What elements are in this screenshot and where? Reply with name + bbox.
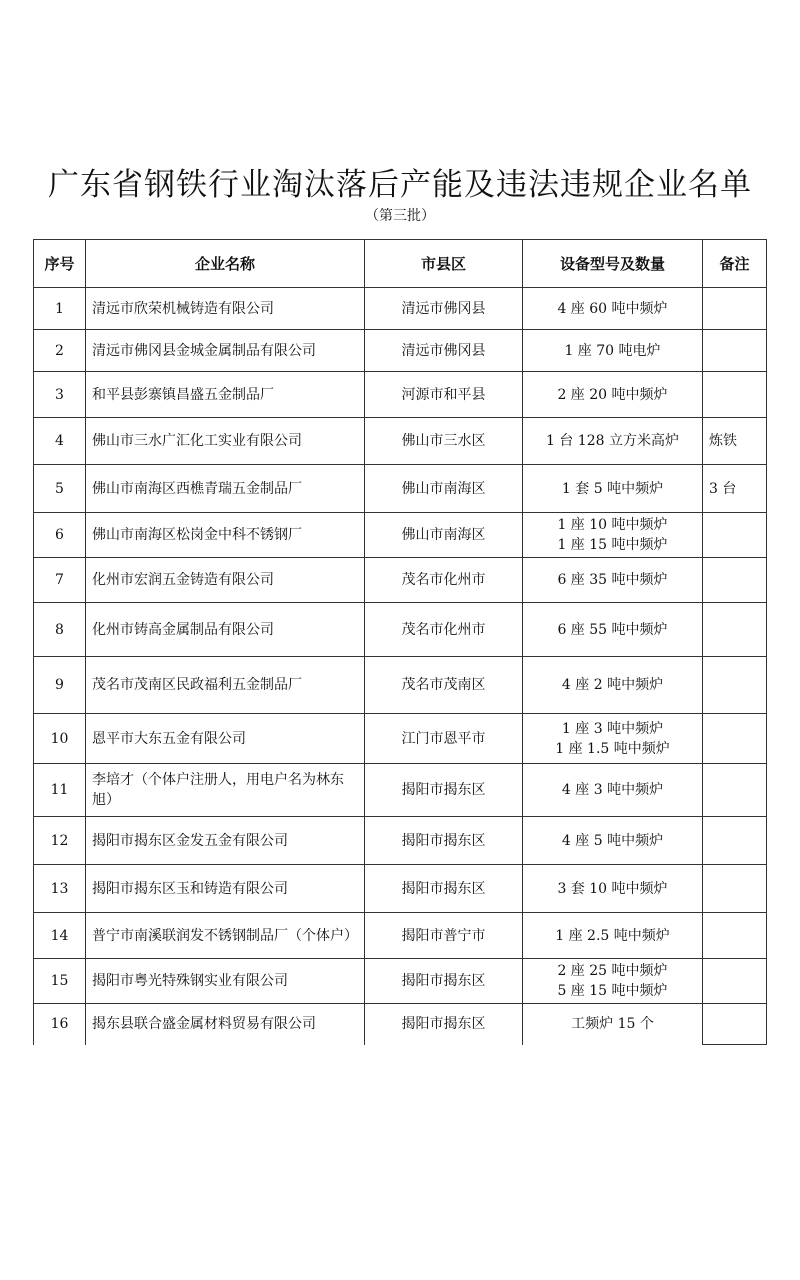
row-note <box>703 558 767 603</box>
row-note <box>703 865 767 913</box>
row-equipment <box>523 959 703 1004</box>
header-note: 备注 <box>703 240 767 288</box>
table-row <box>34 1004 767 1045</box>
equipment-line: 6 座 35 吨中频炉 <box>557 572 668 588</box>
equipment-line: 2 座 20 吨中频炉 <box>557 386 668 403</box>
equipment-line: 1 座 1.5 吨中频炉 <box>555 740 670 757</box>
header-city-county: 市县区 <box>365 240 523 288</box>
row-equipment <box>523 865 703 913</box>
table-row <box>34 603 767 657</box>
document-title: 广东省钢铁行业淘汰落后产能及违法违规企业名单 <box>48 167 752 203</box>
row-equipment <box>523 764 703 817</box>
row-equipment <box>523 513 703 558</box>
row-equipment <box>523 372 703 418</box>
row-company-name: 清远市佛冈县金城金属制品有限公司 <box>86 330 365 372</box>
header-equipment: 设备型号及数量 <box>523 240 703 288</box>
row-city-county: 清远市佛冈县 <box>365 330 523 372</box>
row-company-name: 普宁市南溪联润发不锈钢制品厂（个体户） <box>86 913 365 959</box>
row-note <box>703 330 767 372</box>
row-seq: 16 <box>34 1004 86 1045</box>
row-note <box>703 372 767 418</box>
row-seq: 13 <box>34 865 86 913</box>
row-equipment <box>523 465 703 513</box>
row-note: 3 台 <box>703 465 767 513</box>
row-city-county: 揭阳市普宁市 <box>365 913 523 959</box>
row-seq: 9 <box>34 657 86 714</box>
row-note <box>703 817 767 865</box>
row-note <box>703 288 767 330</box>
row-company-name: 化州市铸高金属制品有限公司 <box>86 603 365 657</box>
equipment-line: 1 套 5 吨中频炉 <box>561 480 664 497</box>
equipment-line: 6 座 55 吨中频炉 <box>557 621 668 638</box>
row-city-county: 河源市和平县 <box>365 372 523 418</box>
row-seq: 6 <box>34 513 86 558</box>
row-seq: 10 <box>34 714 86 764</box>
row-note <box>703 913 767 959</box>
row-seq: 11 <box>34 764 86 817</box>
row-company-name: 揭阳市粤光特殊钢实业有限公司 <box>86 959 365 1004</box>
table-row <box>34 372 767 418</box>
equipment-line: 1 台 128 立方米高炉 <box>546 433 679 449</box>
header-company-name: 企业名称 <box>86 240 365 288</box>
row-equipment <box>523 330 703 372</box>
row-company-name: 清远市欣荣机械铸造有限公司 <box>86 288 365 330</box>
row-city-county: 茂名市茂南区 <box>365 657 523 714</box>
row-company-name: 佛山市南海区西樵青瑞五金制品厂 <box>86 465 365 513</box>
row-city-county: 茂名市化州市 <box>365 603 523 657</box>
row-company-name: 佛山市三水广汇化工实业有限公司 <box>86 418 365 465</box>
table-header-row <box>34 240 767 288</box>
row-note <box>703 764 767 817</box>
row-company-name: 揭东县联合盛金属材料贸易有限公司 <box>86 1004 365 1045</box>
row-equipment <box>523 714 703 764</box>
equipment-line: 2 座 25 吨中频炉 <box>557 963 668 979</box>
row-equipment <box>523 288 703 330</box>
row-seq: 1 <box>34 288 86 330</box>
row-seq: 5 <box>34 465 86 513</box>
equipment-line: 1 座 15 吨中频炉 <box>557 537 668 553</box>
row-city-county: 清远市佛冈县 <box>365 288 523 330</box>
equipment-line: 4 座 3 吨中频炉 <box>561 782 664 798</box>
row-seq: 14 <box>34 913 86 959</box>
table-row <box>34 558 767 603</box>
row-city-county: 揭阳市揭东区 <box>365 817 523 865</box>
equipment-line: 工频炉 15 个 <box>571 1016 654 1033</box>
row-seq: 3 <box>34 372 86 418</box>
table-row <box>34 418 767 465</box>
equipment-line: 4 座 5 吨中频炉 <box>561 832 664 849</box>
row-seq: 2 <box>34 330 86 372</box>
equipment-line: 4 座 60 吨中频炉 <box>557 300 668 317</box>
row-city-county: 佛山市三水区 <box>365 418 523 465</box>
row-seq: 12 <box>34 817 86 865</box>
row-city-county: 佛山市南海区 <box>365 513 523 558</box>
table-row <box>34 714 767 764</box>
row-equipment <box>523 558 703 603</box>
equipment-line: 1 座 10 吨中频炉 <box>557 517 668 533</box>
row-company-name: 揭阳市揭东区玉和铸造有限公司 <box>86 865 365 913</box>
row-note <box>703 1004 767 1045</box>
equipment-line: 3 套 10 吨中频炉 <box>557 880 668 897</box>
equipment-line: 1 座 3 吨中频炉 <box>561 720 664 737</box>
row-note <box>703 959 767 1004</box>
row-city-county: 揭阳市揭东区 <box>365 959 523 1004</box>
row-note <box>703 603 767 657</box>
row-equipment <box>523 1004 703 1045</box>
enterprise-table <box>33 239 767 1045</box>
table-row <box>34 288 767 330</box>
table-row <box>34 865 767 913</box>
row-company-name: 恩平市大东五金有限公司 <box>86 714 365 764</box>
table-row <box>34 817 767 865</box>
row-city-county: 茂名市化州市 <box>365 558 523 603</box>
table-row <box>34 959 767 1004</box>
table-row <box>34 465 767 513</box>
table-row <box>34 657 767 714</box>
row-company-name: 揭阳市揭东区金发五金有限公司 <box>86 817 365 865</box>
row-city-county: 揭阳市揭东区 <box>365 1004 523 1045</box>
row-note <box>703 657 767 714</box>
row-city-county: 佛山市南海区 <box>365 465 523 513</box>
row-equipment <box>523 657 703 714</box>
row-seq: 7 <box>34 558 86 603</box>
header-seq: 序号 <box>34 240 86 288</box>
row-note: 炼铁 <box>703 418 767 465</box>
row-note <box>703 513 767 558</box>
row-city-county: 江门市恩平市 <box>365 714 523 764</box>
table-row <box>34 764 767 817</box>
equipment-line: 5 座 15 吨中频炉 <box>557 983 668 999</box>
table-row <box>34 913 767 959</box>
row-equipment <box>523 603 703 657</box>
row-note <box>703 714 767 764</box>
equipment-line: 4 座 2 吨中频炉 <box>561 677 664 693</box>
row-city-county: 揭阳市揭东区 <box>365 764 523 817</box>
row-seq: 8 <box>34 603 86 657</box>
row-company-name: 李培才（个体户注册人，用电户名为林东旭） <box>86 764 365 817</box>
table-row <box>34 330 767 372</box>
row-company-name: 和平县彭寨镇昌盛五金制品厂 <box>86 372 365 418</box>
row-company-name: 茂名市茂南区民政福利五金制品厂 <box>86 657 365 714</box>
row-equipment <box>523 913 703 959</box>
row-seq: 15 <box>34 959 86 1004</box>
equipment-line: 1 座 70 吨电炉 <box>564 342 661 359</box>
table-row <box>34 513 767 558</box>
row-seq: 4 <box>34 418 86 465</box>
row-equipment <box>523 817 703 865</box>
document-subtitle: （第三批） <box>365 208 435 224</box>
row-company-name: 佛山市南海区松岗金中科不锈钢厂 <box>86 513 365 558</box>
equipment-line: 1 座 2.5 吨中频炉 <box>555 927 670 944</box>
row-equipment <box>523 418 703 465</box>
row-city-county: 揭阳市揭东区 <box>365 865 523 913</box>
row-company-name: 化州市宏润五金铸造有限公司 <box>86 558 365 603</box>
